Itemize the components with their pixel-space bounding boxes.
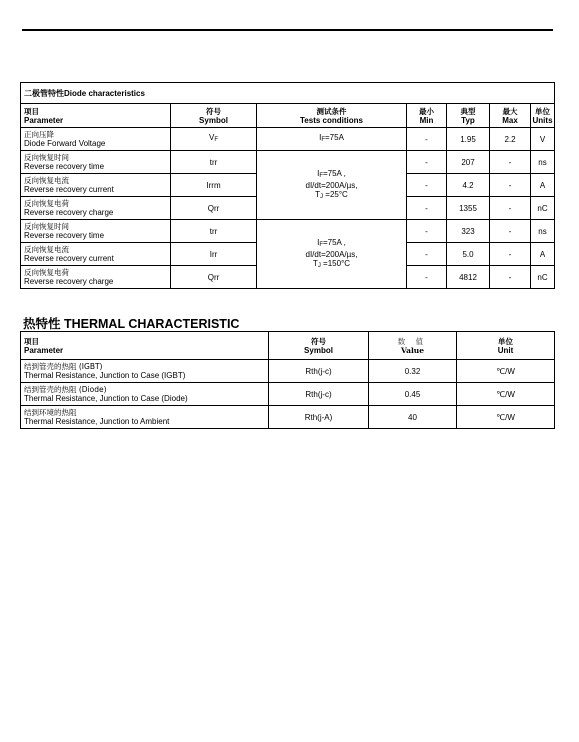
max-cell: -	[490, 151, 531, 174]
typ-cell: 1.95	[447, 128, 490, 151]
typ-cell: 5.0	[447, 243, 490, 266]
max-cell: -	[490, 243, 531, 266]
max-cell: -	[490, 266, 531, 289]
symbol-cell: trr	[171, 220, 257, 243]
symbol-cell: Rth(j-A)	[269, 406, 369, 429]
unit-cell: ℃/W	[457, 383, 555, 406]
unit-cell: ℃/W	[457, 360, 555, 383]
max-cell: -	[490, 174, 531, 197]
symbol-cell: Irrm	[171, 174, 257, 197]
symbol-cell: Rth(j-c)	[269, 360, 369, 383]
min-cell: -	[407, 151, 447, 174]
min-cell: -	[407, 128, 447, 151]
unit-cell: V	[531, 128, 555, 151]
typ-cell: 323	[447, 220, 490, 243]
condition-cell-25c: IF=75A , dI/dt=200A/µs, TJ =25°C	[257, 151, 407, 220]
header-symbol: 符号 Symbol	[171, 104, 257, 128]
typ-cell: 207	[447, 151, 490, 174]
header-units: 单位 Units	[531, 104, 555, 128]
thermal-section-heading: 热特性 THERMAL CHARACTERISTIC	[23, 316, 240, 331]
parameter-cell: 结到环境的热阻 Thermal Resistance, Junction to Ambient	[21, 406, 269, 429]
symbol-cell: Qrr	[171, 197, 257, 220]
header-min: 最小 Min	[407, 104, 447, 128]
parameter-cell: 反向恢复电荷 Reverse recovery charge	[21, 266, 171, 289]
parameter-cell: 反向恢复时间 Reverse recovery time	[21, 151, 171, 174]
max-cell: 2.2	[490, 128, 531, 151]
value-cell: 40	[369, 406, 457, 429]
symbol-cell: Irr	[171, 243, 257, 266]
diode-table-title: 二极管特性Diode characteristics	[21, 83, 555, 104]
thermal-header-row	[21, 332, 555, 360]
min-cell: -	[407, 197, 447, 220]
parameter-cell: 反向恢复时间 Reverse recovery time	[21, 220, 171, 243]
typ-cell: 1355	[447, 197, 490, 220]
max-cell: -	[490, 220, 531, 243]
parameter-cell: 正向压降 Diode Forward Voltage	[21, 128, 171, 151]
min-cell: -	[407, 174, 447, 197]
header-conditions: 测试条件 Tests conditions	[257, 104, 407, 128]
parameter-cell: 反向恢复电流 Reverse recovery current	[21, 174, 171, 197]
table-row	[21, 360, 555, 383]
unit-cell: ns	[531, 151, 555, 174]
symbol-cell: Qrr	[171, 266, 257, 289]
unit-cell: ℃/W	[457, 406, 555, 429]
header-unit: 单位 Unit	[457, 332, 555, 360]
header-max: 最大 Max	[490, 104, 531, 128]
symbol-cell: Rth(j-c)	[269, 383, 369, 406]
typ-cell: 4.2	[447, 174, 490, 197]
header-parameter: 项目 Parameter	[21, 332, 269, 360]
diode-characteristics-table	[20, 82, 555, 289]
parameter-cell: 反向恢复电流 Reverse recovery current	[21, 243, 171, 266]
table-row	[21, 406, 555, 429]
parameter-cell: 结到管壳的热阻 (IGBT) Thermal Resistance, Junction to Case (IGBT)	[21, 360, 269, 383]
parameter-cell: 结到管壳的热阻 (Diode) Thermal Resistance, Junction to Case (Diode)	[21, 383, 269, 406]
symbol-cell: VF	[171, 128, 257, 151]
condition-cell: IF=75A	[257, 128, 407, 151]
value-cell: 0.45	[369, 383, 457, 406]
table-row	[21, 151, 555, 174]
max-cell: -	[490, 197, 531, 220]
unit-cell: nC	[531, 197, 555, 220]
table-row	[21, 383, 555, 406]
typ-cell: 4812	[447, 266, 490, 289]
header-parameter: 项目 Parameter	[21, 104, 171, 128]
min-cell: -	[407, 243, 447, 266]
min-cell: -	[407, 266, 447, 289]
symbol-cell: trr	[171, 151, 257, 174]
unit-cell: ns	[531, 220, 555, 243]
table-row	[21, 220, 555, 243]
header-symbol: 符号 Symbol	[269, 332, 369, 360]
top-rule	[22, 29, 553, 31]
min-cell: -	[407, 220, 447, 243]
condition-cell-150c: IF=75A , dI/dt=200A/µs, TJ =150°C	[257, 220, 407, 289]
unit-cell: A	[531, 243, 555, 266]
parameter-cell: 反向恢复电荷 Reverse recovery charge	[21, 197, 171, 220]
table-row	[21, 128, 555, 151]
value-cell: 0.32	[369, 360, 457, 383]
thermal-characteristic-table	[20, 331, 555, 429]
unit-cell: A	[531, 174, 555, 197]
header-typ: 典型 Typ	[447, 104, 490, 128]
diode-header-row	[21, 104, 555, 128]
unit-cell: nC	[531, 266, 555, 289]
header-value: 数 值 Value	[369, 332, 457, 360]
